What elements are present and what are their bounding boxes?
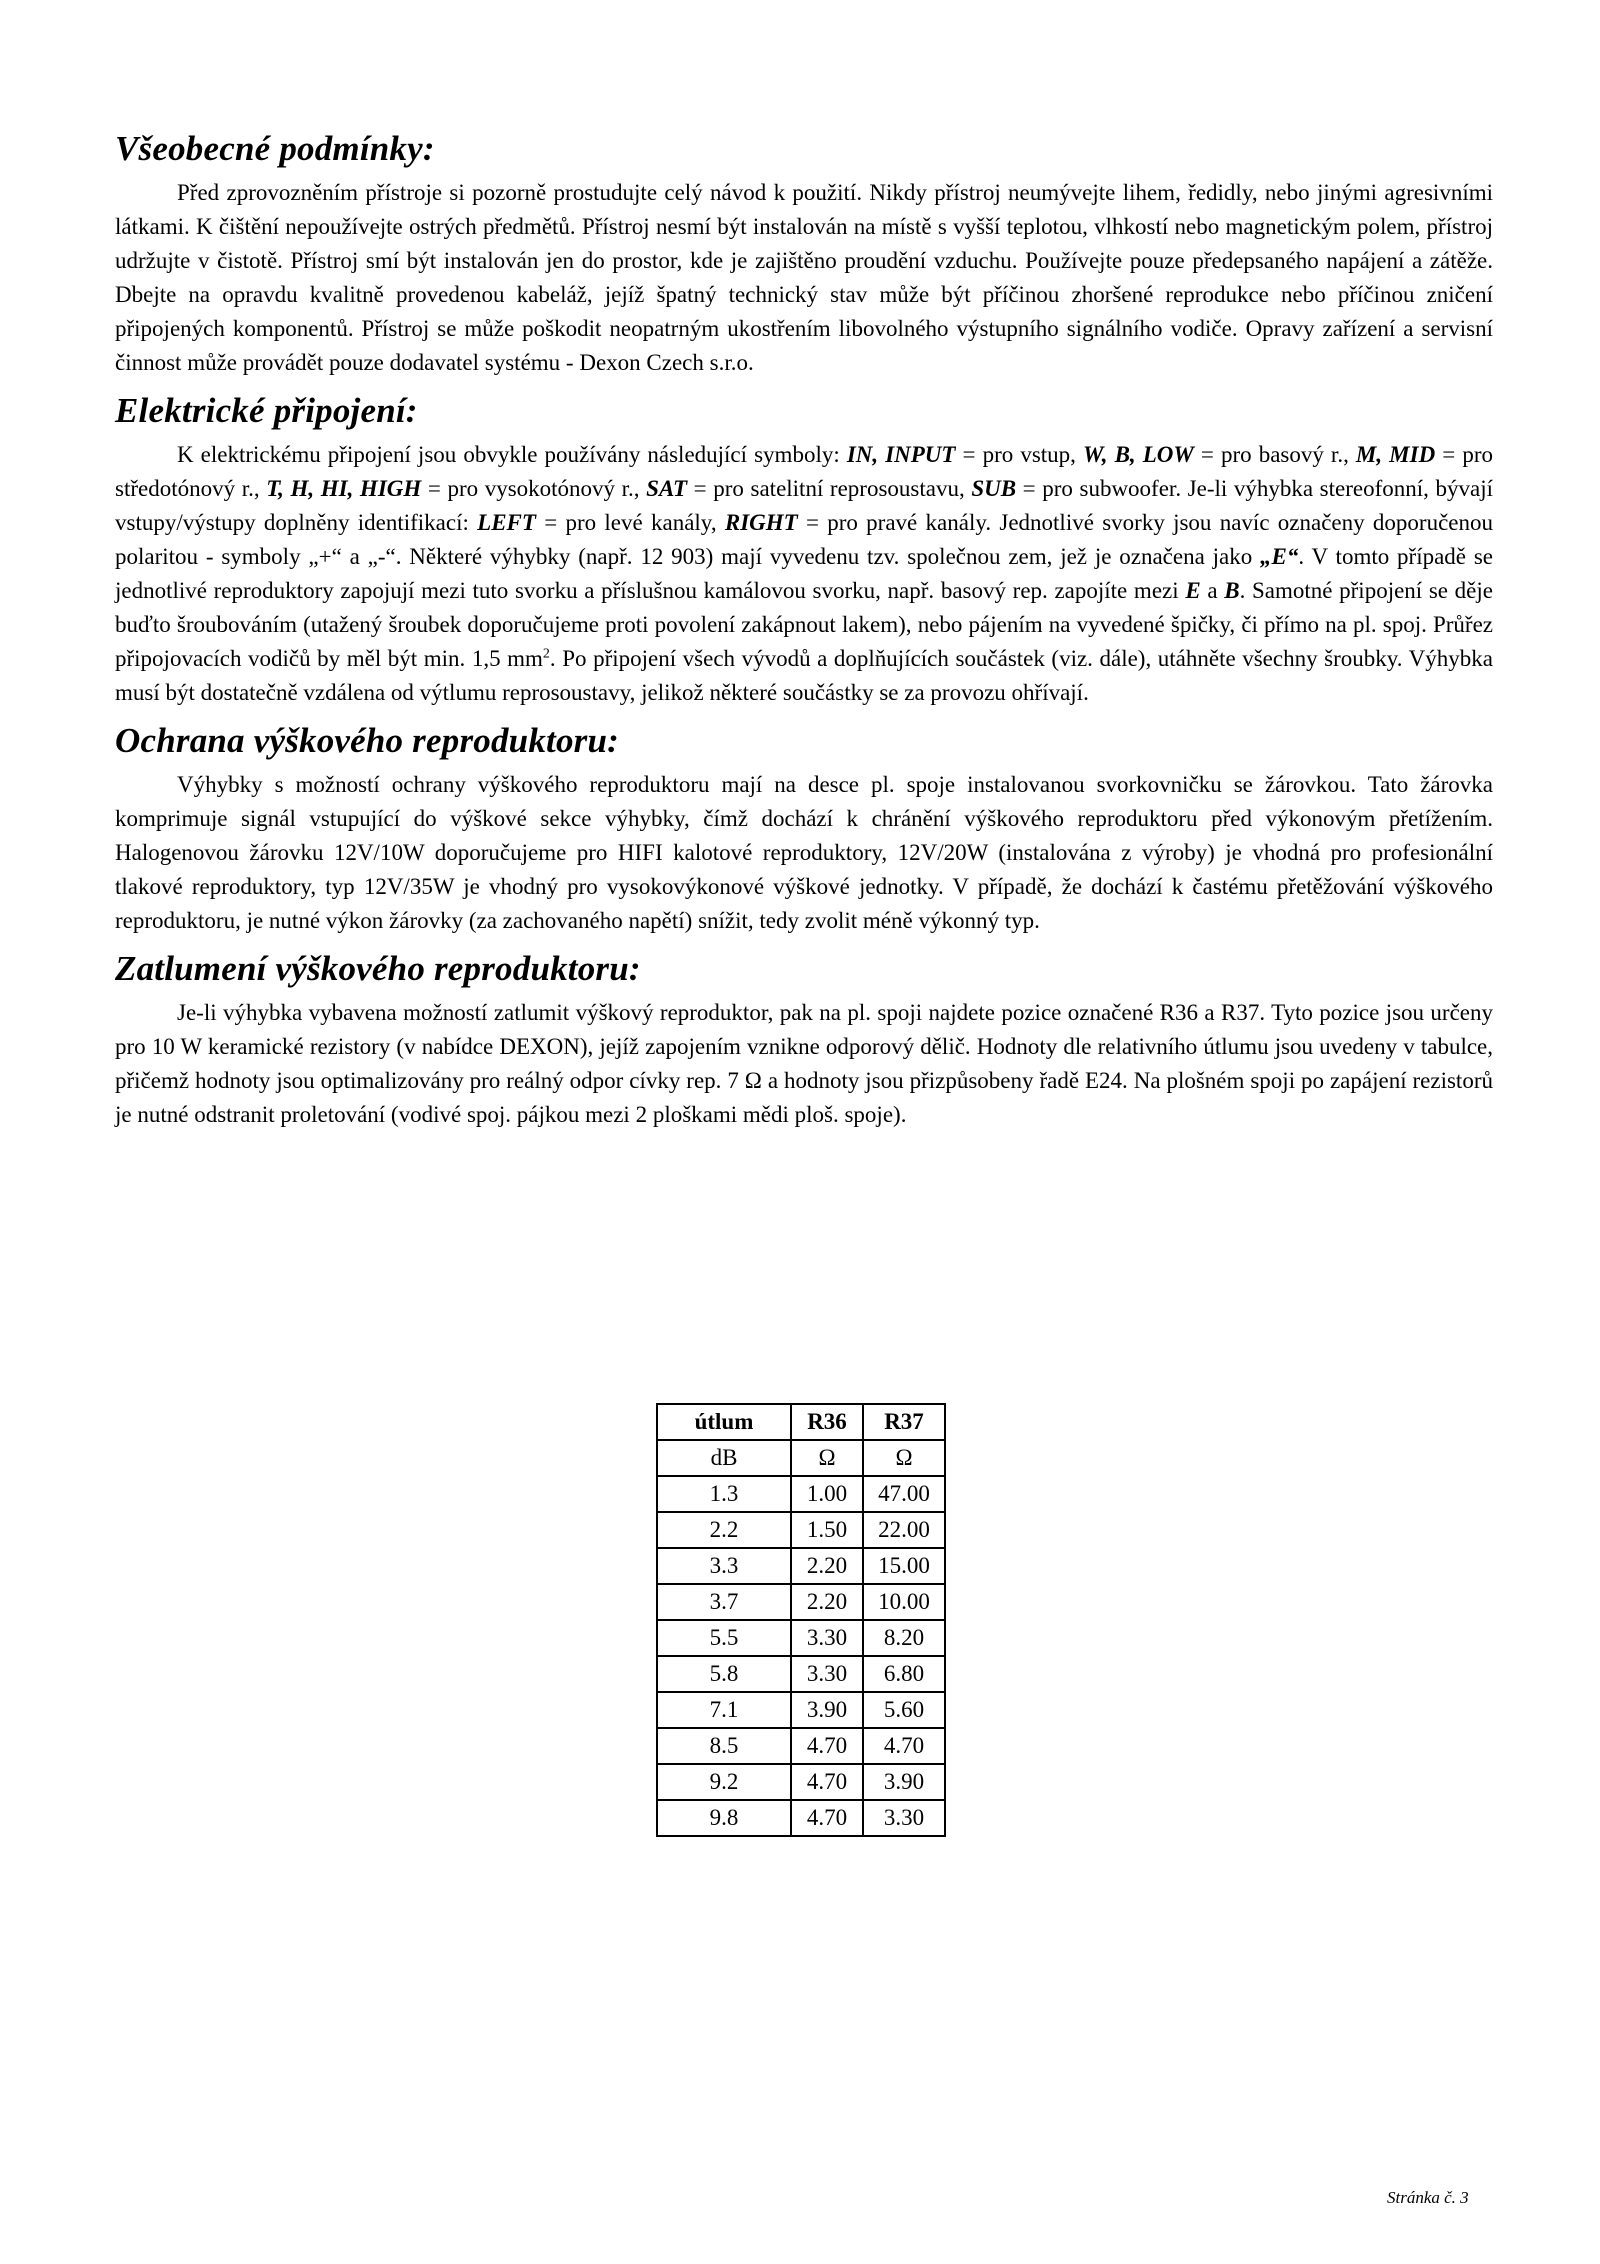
- table-row: [657, 1728, 945, 1764]
- paragraph-text: = pro vstup,: [955, 442, 1083, 467]
- table-row: [657, 1512, 945, 1548]
- table-cell: 15.00: [863, 1548, 945, 1584]
- section-paragraph: [115, 996, 1493, 1132]
- table-header-cell: R37: [863, 1404, 945, 1440]
- paragraph-text: = pro vysokotónový r.,: [421, 476, 647, 501]
- symbol-ground: „E“: [1260, 544, 1299, 569]
- table-unit-cell: dB: [657, 1440, 791, 1476]
- table-cell: 3.90: [863, 1764, 945, 1800]
- table-cell: 4.70: [863, 1728, 945, 1764]
- paragraph-text: = pro levé kanály,: [535, 510, 725, 535]
- paragraph-text: . Po připojení všech vývodů a doplňujících součástek (viz. dále), utáhněte všechny šroubky. Výhybka musí být dostatečně vzdálena od výtlumu reprosoustavy, jelikož některé součástky se za provozu ohřívají.: [115, 646, 1493, 705]
- table-cell: 2.2: [657, 1512, 791, 1548]
- table-header-row: [657, 1404, 945, 1440]
- table-cell: 3.30: [863, 1800, 945, 1836]
- table-row: [657, 1800, 945, 1836]
- paragraph-text: = pro basový r.,: [1193, 442, 1356, 467]
- symbol-high: T, H, HI, HIGH: [266, 476, 422, 501]
- paragraph-text: Výhybky s možností ochrany výškového reproduktoru mají na desce pl. spoje instalovanou svorkovničku se žárovkou. Tato žárovka komprimuje signál vstupující do výškové sekce výhybky, čímž dochází k chránění výškového reproduktoru před výkonovým přetížením. Halogenovou žárovku 12V/10W doporučujeme pro HIFI kalotové reproduktory, 12V/20W (instalována z výroby) je vhodná pro profesionální tlakové reproduktory, typ 12V/35W je vhodný pro vysokovýkonové výškové jednotky. V případě, že dochází k častému přetěžování výškového reproduktoru, je nutné výkon žárovky (za zachovaného napětí) snížit, tedy zvolit méně výkonný typ.: [115, 772, 1493, 933]
- table-body: [657, 1476, 945, 1836]
- table-cell: 5.8: [657, 1656, 791, 1692]
- symbol-low: W, B, LOW: [1083, 442, 1194, 467]
- table-unit-cell: Ω: [863, 1440, 945, 1476]
- paragraph-text: = pro pravé kanály. Jednotlivé svorky jsou navíc označeny doporučenou polaritou - symboly „+“ a „-“. Některé výhybky (např. 12 903) mají vyvedenu tzv. společnou zem, jež je označena jako: [115, 510, 1494, 569]
- table-cell: 3.90: [791, 1692, 863, 1728]
- table-cell: 6.80: [863, 1656, 945, 1692]
- attenuation-table-wrap: [656, 1403, 946, 1837]
- section-paragraph: [115, 176, 1493, 380]
- table-row: [657, 1764, 945, 1800]
- table-unit-cell: Ω: [791, 1440, 863, 1476]
- table-row: [657, 1692, 945, 1728]
- table-cell: 9.2: [657, 1764, 791, 1800]
- table-row: [657, 1476, 945, 1512]
- section-heading: Ochrana výškového reproduktoru:: [115, 721, 619, 760]
- symbol-sat: SAT: [646, 476, 688, 501]
- table-row: [657, 1584, 945, 1620]
- paragraph-text: . Samotné připojení se děje buďto šroubováním (utažený šroubek doporučujeme proti povolení zakápnout lakem), nebo pájením na vyvedené špičky, či přímo na pl. spoj. Průřez připojovacích vodičů by měl být min. 1,5 mm: [115, 578, 1493, 671]
- table-cell: 3.7: [657, 1584, 791, 1620]
- table-cell: 1.50: [791, 1512, 863, 1548]
- paragraph-text: = pro subwoofer. Je-li výhybka stereofonní, bývají vstupy/výstupy doplněny identifikací:: [115, 476, 1493, 535]
- section-heading: Elektrické připojení:: [115, 391, 418, 430]
- document-page: [115, 128, 1493, 1142]
- symbol-right: RIGHT: [724, 510, 798, 535]
- table-cell: 2.20: [791, 1584, 863, 1620]
- table-cell: 4.70: [791, 1764, 863, 1800]
- table-cell: 8.5: [657, 1728, 791, 1764]
- table-cell: 2.20: [791, 1548, 863, 1584]
- section-heading: Všeobecné podmínky:: [115, 129, 435, 168]
- section-tweeter-attenuation: [115, 948, 1493, 1132]
- section-electrical-connection: [115, 390, 1493, 710]
- table-header-cell: R36: [791, 1404, 863, 1440]
- superscript: 2: [542, 646, 550, 662]
- table-row: [657, 1548, 945, 1584]
- symbol-b: B: [1224, 578, 1240, 603]
- table-cell: 1.3: [657, 1476, 791, 1512]
- section-general-conditions: [115, 128, 1493, 380]
- table-cell: 7.1: [657, 1692, 791, 1728]
- table-row: [657, 1656, 945, 1692]
- paragraph-text: . V tomto případě se jednotlivé reproduktory zapojují mezi tuto svorku a příslušnou kamálovou svorku, např. basový rep. zapojíte mezi: [115, 544, 1493, 603]
- section-paragraph: [115, 438, 1493, 710]
- table-cell: 3.30: [791, 1656, 863, 1692]
- section-heading: Zatlumení výškového reproduktoru:: [115, 949, 641, 988]
- table-header-cell: útlum: [657, 1404, 791, 1440]
- table-units-row: [657, 1440, 945, 1476]
- table-cell: 1.00: [791, 1476, 863, 1512]
- symbol-sub: SUB: [971, 476, 1017, 501]
- table-cell: 9.8: [657, 1800, 791, 1836]
- table-cell: 47.00: [863, 1476, 945, 1512]
- table-cell: 3.3: [657, 1548, 791, 1584]
- table-cell: 5.60: [863, 1692, 945, 1728]
- paragraph-text: = pro středotónový r.,: [115, 442, 1493, 501]
- table-cell: 8.20: [863, 1620, 945, 1656]
- symbol-mid: M, MID: [1355, 442, 1436, 467]
- paragraph-text: Je-li výhybka vybavena možností zatlumit výškový reproduktor, pak na pl. spoji najdete pozice označené R36 a R37. Tyto pozice jsou určeny pro 10 W keramické rezistory (v nabídce DEXON), jejíž zapojením vznikne odporový dělič. Hodnoty dle relativního útlumu jsou uvedeny v tabulce, přičemž hodnoty jsou optimalizovány pro reálný odpor cívky rep. 7 Ω a hodnoty jsou přizpůsobeny řadě E24. Na plošném spoji po zapájení rezistorů je nutné odstranit proletování (vodivé spoj. pájkou mezi 2 ploškami mědi ploš. spoje).: [115, 1000, 1493, 1127]
- table-cell: 10.00: [863, 1584, 945, 1620]
- paragraph-text: Před zprovozněním přístroje si pozorně prostudujte celý návod k použití. Nikdy přístroj neumývejte lihem, ředidly, nebo jinými agresivními látkami. K čištění nepoužívejte ostrých předmětů. Přístroj nesmí být instalován na místě s vyšší teplotou, vlhkostí nebo magnetickým polem, přístroj udržujte v čistotě. Přístroj smí být instalován jen do prostor, kde je zajištěno proudění vzduchu. Používejte pouze předepsaného napájení a zátěže. Dbejte na opravdu kvalitně provedenou kabeláž, jejíž špatný technický stav může být příčinou zhoršené reprodukce nebo příčinou zničení připojených komponentů. Přístroj se může poškodit neopatrným ukostřením libovolného výstupního signálního vodiče. Opravy zařízení a servisní činnost může provádět pouze dodavatel systému - Dexon Czech s.r.o.: [115, 180, 1493, 375]
- table-cell: 4.70: [791, 1800, 863, 1836]
- table-cell: 4.70: [791, 1728, 863, 1764]
- table-row: [657, 1620, 945, 1656]
- symbol-input: IN, INPUT: [846, 442, 956, 467]
- table-cell: 3.30: [791, 1620, 863, 1656]
- paragraph-text: K elektrickému připojení jsou obvykle používány následující symboly:: [177, 442, 847, 467]
- paragraph-text: a: [1200, 578, 1225, 603]
- table-cell: 5.5: [657, 1620, 791, 1656]
- section-paragraph: [115, 768, 1493, 938]
- table-cell: 22.00: [863, 1512, 945, 1548]
- symbol-left: LEFT: [477, 510, 536, 535]
- paragraph-text: = pro satelitní reprosoustavu,: [687, 476, 972, 501]
- symbol-e: E: [1185, 578, 1201, 603]
- attenuation-table: [656, 1403, 946, 1837]
- section-tweeter-protection: [115, 720, 1493, 938]
- page-number: Stránka č. 3: [1387, 2188, 1469, 2207]
